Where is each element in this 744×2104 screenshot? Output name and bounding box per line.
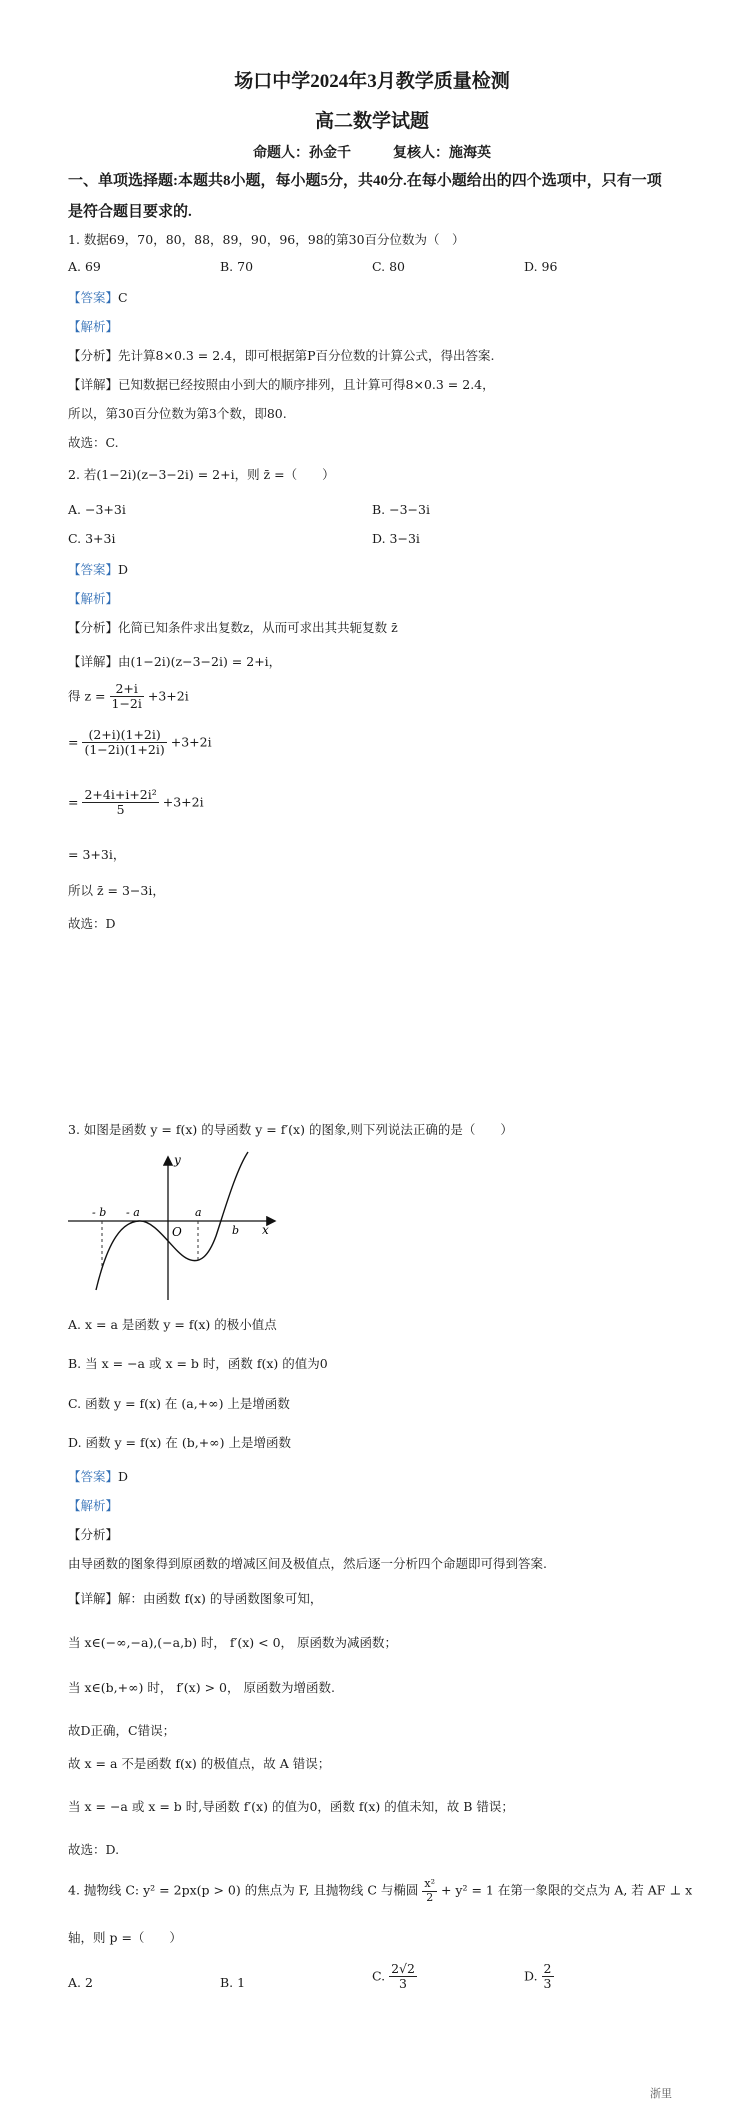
q1-analysis-label: 【解析】	[68, 319, 119, 334]
q1-answer-value: C	[118, 290, 128, 305]
q2-option-a: A. −3+3i	[68, 502, 126, 517]
q4-option-d-label: D.	[524, 1968, 538, 1984]
document-subtitle: 高二数学试题	[314, 111, 429, 132]
q2-step4: = 3+3i，	[68, 847, 126, 862]
q4-option-b: B. 1	[220, 1975, 246, 1990]
q1-option-b: B. 70	[220, 259, 254, 274]
q2-option-d: D. 3−3i	[372, 531, 420, 546]
q1-detail-text: 已知数据已经按照由小到大的顺序排列，且计算可得8×0.3 = 2.4，	[118, 377, 495, 392]
q2-step1-pre: 得 z =	[68, 688, 106, 704]
q4-option-a: A. 2	[68, 1975, 93, 1990]
q3-detail-text: 解：由函数 f(x) 的导函数图象可知，	[118, 1591, 323, 1606]
fenxi-label: 【分析】	[68, 348, 119, 363]
document-title: 场口中学2024年3月教学质量检测	[234, 71, 510, 92]
q3-option-a: A. x = a 是函数 y = f(x) 的极小值点	[68, 1317, 277, 1332]
graph-label-y: y	[174, 1153, 181, 1167]
q3-line3: 故D正确，C错误；	[68, 1723, 176, 1738]
q2-conclusion: 故选：D	[68, 916, 116, 931]
q1-conclusion: 故选：C.	[68, 435, 119, 450]
q4-option-c	[372, 1962, 417, 1992]
q2-step1-post: +3+2i	[147, 688, 189, 704]
q4-option-d	[524, 1962, 554, 1992]
q2-stem: 2. 若(1−2i)(z−3−2i) = 2+i，则 z̄ =（ ）	[68, 467, 335, 482]
q2-step2-pre: =	[68, 734, 79, 750]
q2-step1-fraction	[110, 682, 144, 712]
q3-option-b: B. 当 x = −a 或 x = b 时，函数 f(x) 的值为0	[68, 1356, 328, 1371]
q4-option-c-label: C.	[372, 1968, 386, 1984]
q1-fenxi	[68, 346, 495, 364]
q2-answer	[68, 560, 128, 578]
q2-option-b: B. −3−3i	[372, 502, 430, 517]
document-authors: 命题人：孙金千 复核人：施海英	[253, 146, 491, 161]
q2-step2-post: +3+2i	[170, 734, 212, 750]
detail-label: 【详解】	[68, 1591, 119, 1606]
q2-step2	[68, 728, 212, 758]
q1-option-d: D. 96	[524, 259, 558, 274]
answer-label: 【答案】	[68, 562, 119, 577]
q4-stem-pre: 4. 抛物线 C: y² = 2px(p > 0) 的焦点为 F, 且抛物线 C 与椭圆	[68, 1882, 419, 1898]
q1-option-a: A. 69	[68, 259, 101, 274]
footer-mark: 浙里	[650, 2087, 672, 2100]
q4-option-c-den: 3	[399, 1976, 407, 1992]
q4-option-d-fraction	[542, 1962, 554, 1992]
q2-option-c: C. 3+3i	[68, 531, 116, 546]
q3-answer-value: D	[118, 1469, 129, 1484]
q2-step2-fraction	[82, 728, 166, 758]
q3-conclusion: 故选：D.	[68, 1842, 120, 1857]
q2-answer-value: D	[118, 562, 129, 577]
graph-label-minus-b: - b	[92, 1206, 107, 1219]
q4-option-d-den: 3	[543, 1976, 552, 1992]
q2-analysis-label: 【解析】	[68, 591, 119, 606]
q2-step3-fraction	[82, 788, 158, 818]
q4-ellipse-den: 2	[426, 1890, 434, 1904]
q2-step3-pre: =	[68, 794, 79, 810]
answer-label: 【答案】	[68, 290, 119, 305]
q2-detail-text: 由(1−2i)(z−3−2i) = 2+i，	[118, 654, 282, 669]
q3-detail	[68, 1589, 322, 1607]
q4-option-c-num: 2√2	[391, 1961, 415, 1976]
q4-stem-line2: 轴，则 p =（ ）	[68, 1930, 182, 1945]
q4-option-c-fraction	[389, 1962, 417, 1992]
q3-option-d: D. 函数 y = f(x) 在 (b,+∞) 上是增函数	[68, 1435, 291, 1450]
q1-option-c: C. 80	[372, 259, 405, 274]
q2-step1	[68, 682, 189, 712]
q3-answer	[68, 1467, 128, 1485]
q2-fenxi-text: 化简已知条件求出复数z，从而可求出其共轭复数 z̄	[118, 620, 398, 635]
q3-fenxi-text: 由导函数的图象得到原函数的增减区间及极值点，然后逐一分析四个命题即可得到答案.	[68, 1556, 547, 1571]
q2-step3-num: 2+4i+i+2i²	[84, 787, 157, 802]
q3-line5: 当 x = −a 或 x = b 时,导函数 f′(x) 的值为0，函数 f(x) 的值未知，故 B 错误；	[68, 1799, 514, 1814]
q2-step1-den: 1−2i	[111, 696, 142, 712]
q3-line1: 当 x∈(−∞,−a),(−a,b) 时， f′(x) < 0， 原函数为减函数；	[68, 1635, 398, 1650]
q3-line4: 故 x = a 不是函数 f(x) 的极值点，故 A 错误；	[68, 1756, 331, 1771]
q4-stem	[68, 1878, 692, 1904]
section-heading-line2: 是符合题目要求的.	[68, 204, 192, 220]
q1-fenxi-text: 先计算8×0.3 = 2.4，即可根据第P百分位数的计算公式，得出答案.	[118, 348, 495, 363]
q3-stem: 3. 如图是函数 y = f(x) 的导函数 y = f′(x) 的图象,则下列说法正确的是（ ）	[68, 1122, 513, 1137]
q2-step2-den: (1−2i)(1+2i)	[84, 742, 165, 758]
q2-step2-num: (2+i)(1+2i)	[82, 728, 166, 743]
graph-label-x: x	[262, 1223, 269, 1237]
q4-stem-post: + y² = 1 在第一象限的交点为 A, 若 AF ⊥ x	[440, 1882, 693, 1898]
q1-line3: 所以，第30百分位数为第3个数，即80.	[68, 406, 287, 421]
fenxi-label: 【分析】	[68, 620, 119, 635]
graph-label-b: b	[232, 1224, 240, 1237]
q2-step3-post: +3+2i	[162, 794, 204, 810]
graph-label-origin: O	[172, 1225, 182, 1239]
q1-detail	[68, 375, 495, 393]
q3-analysis-label: 【解析】	[68, 1498, 119, 1513]
section-heading-line1: 一、单项选择题:本题共8小题，每小题5分，共40分.在每小题给出的四个选项中，只有一项	[68, 173, 662, 189]
detail-label: 【详解】	[68, 377, 119, 392]
q2-step5: 所以 z̄ = 3−3i，	[68, 883, 165, 898]
q2-detail	[68, 652, 281, 670]
q3-fenxi-label: 【分析】	[68, 1527, 119, 1542]
q4-ellipse-num: x²	[424, 1877, 435, 1890]
q1-answer	[68, 288, 128, 306]
answer-label: 【答案】	[68, 1469, 119, 1484]
q3-option-c: C. 函数 y = f(x) 在 (a,+∞) 上是增函数	[68, 1396, 290, 1411]
q2-step1-num: 2+i	[110, 682, 144, 697]
derivative-graph	[64, 1150, 284, 1310]
detail-label: 【详解】	[68, 654, 119, 669]
q4-option-d-num: 2	[543, 1961, 552, 1976]
q3-line2: 当 x∈(b,+∞) 时， f′(x) > 0， 原函数为增函数.	[68, 1680, 335, 1695]
q1-stem: 1. 数据69，70，80，88，89，90，96，98的第30百分位数为（ ）	[68, 232, 465, 247]
graph-label-minus-a: - a	[126, 1206, 140, 1219]
q2-fenxi	[68, 618, 398, 636]
q2-step3-den: 5	[116, 802, 125, 818]
graph-label-a: a	[195, 1206, 202, 1219]
q2-step3	[68, 788, 204, 818]
q4-ellipse-fraction	[422, 1878, 437, 1904]
